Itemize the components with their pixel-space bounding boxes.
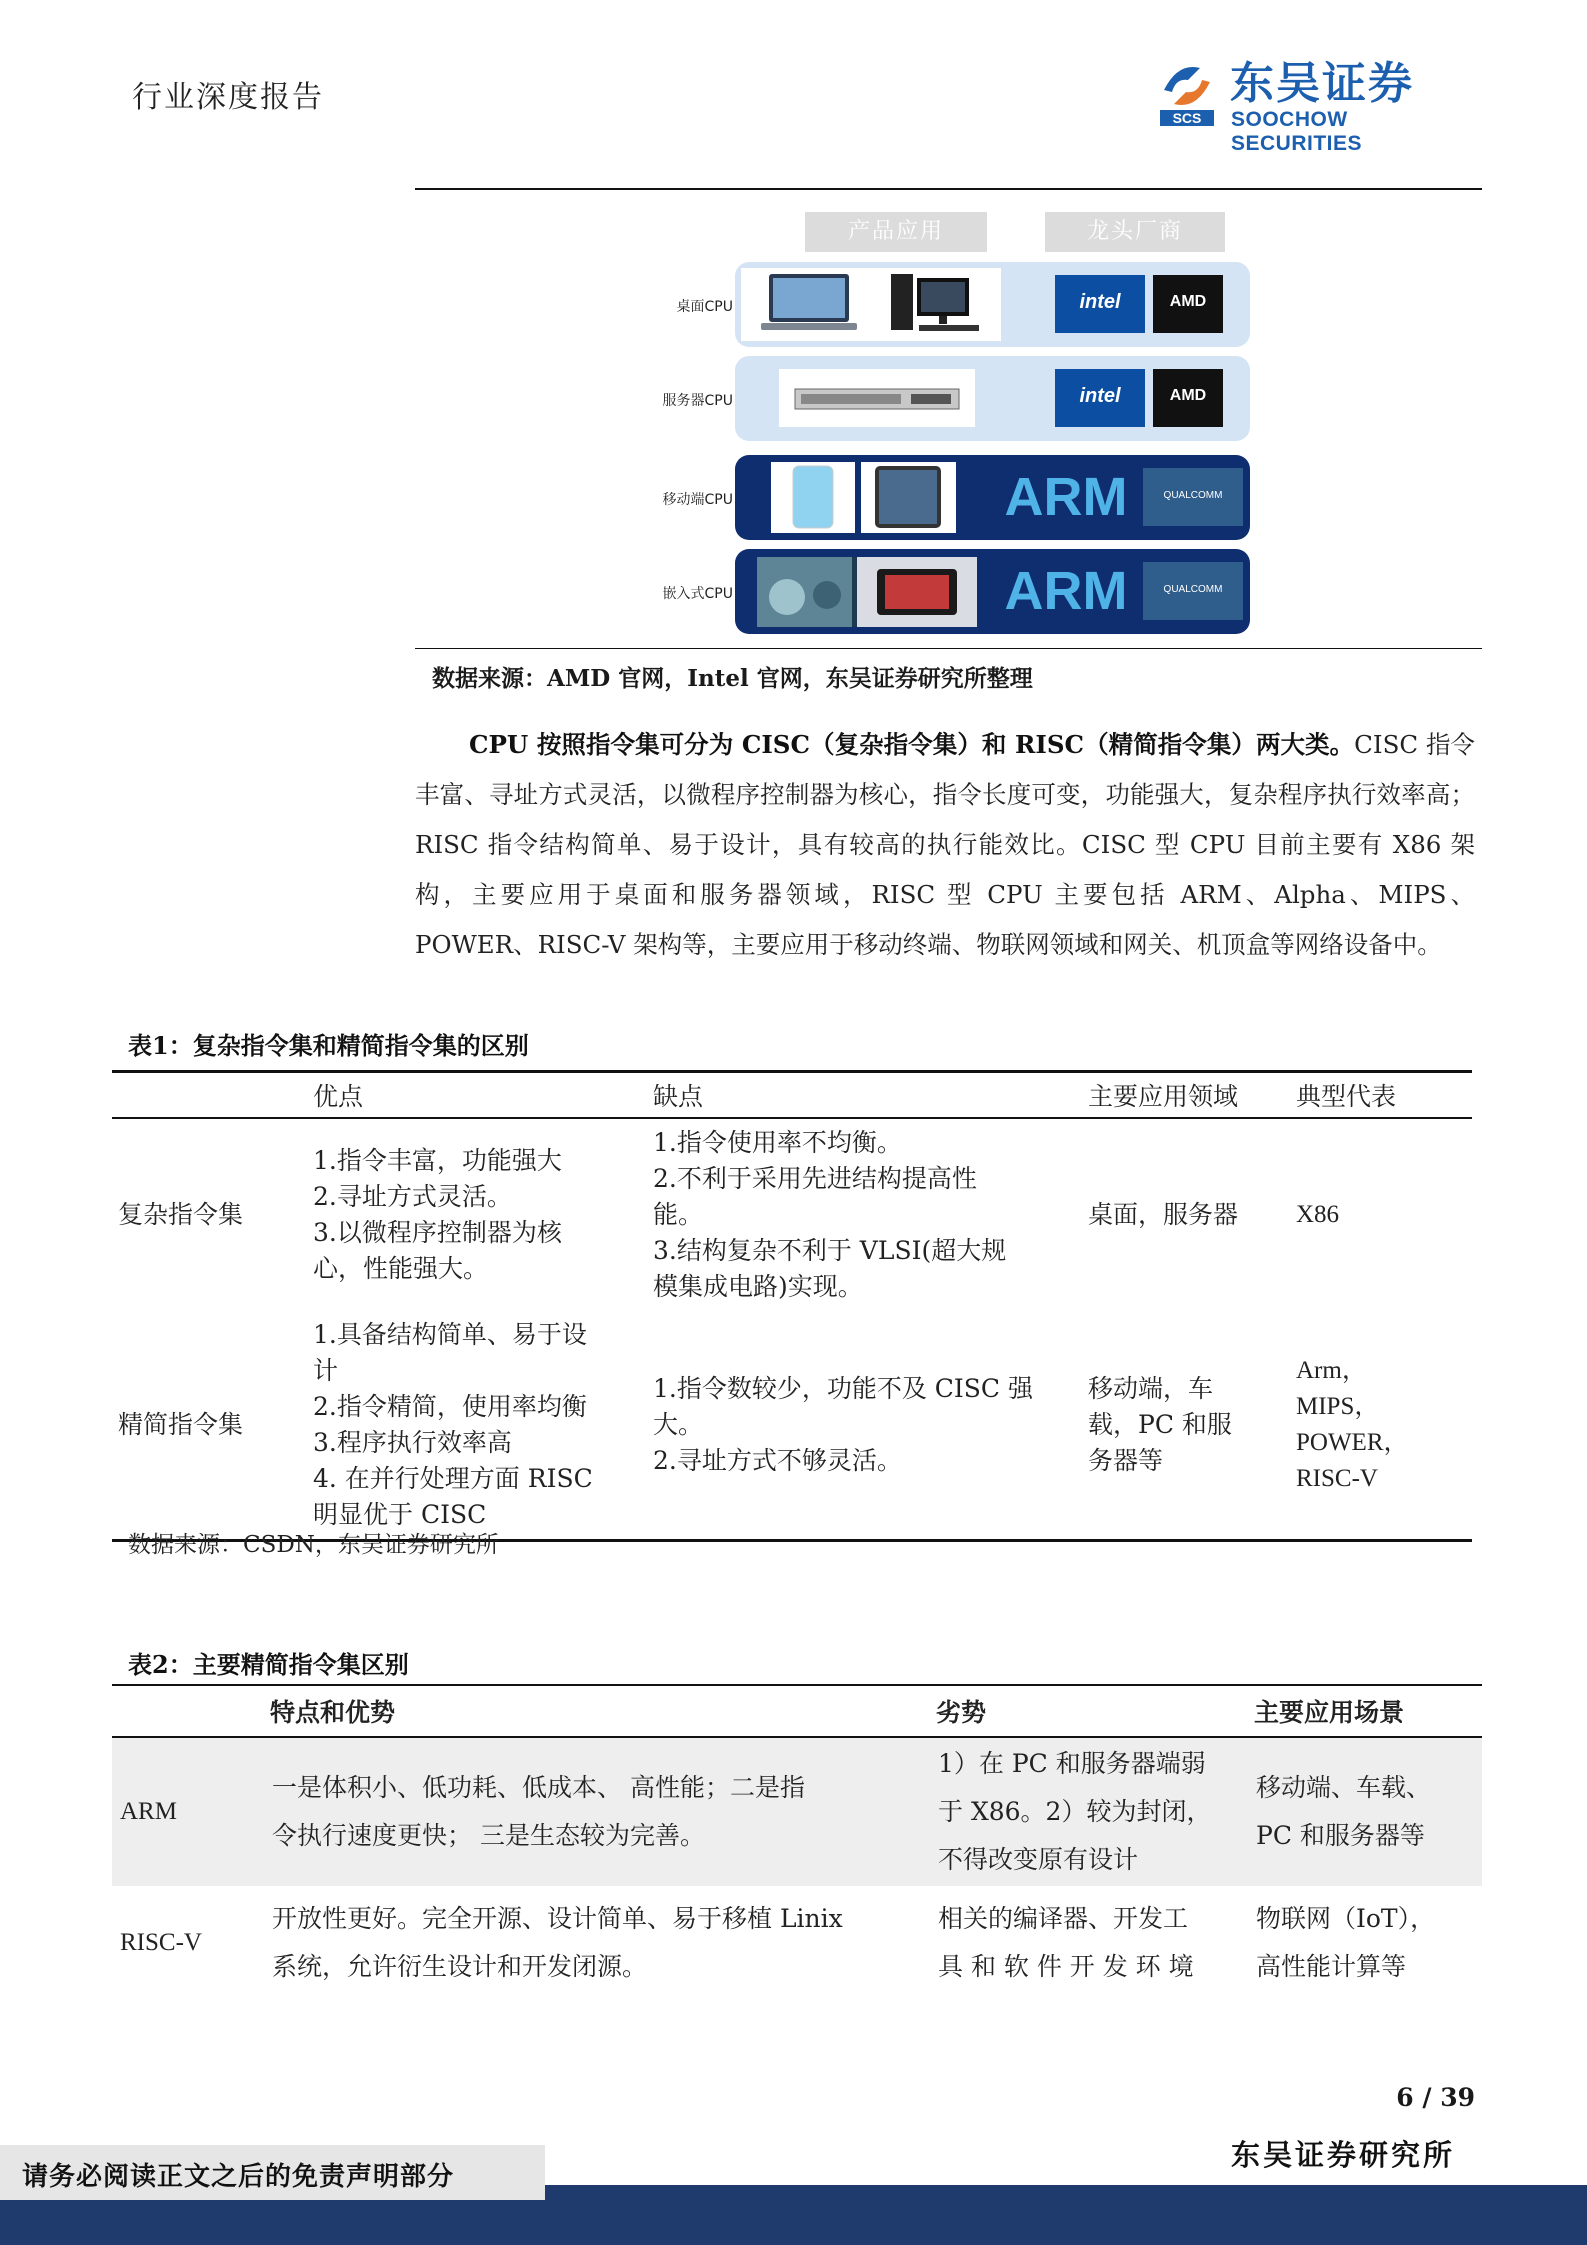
page-number: 6 / 39: [1396, 2083, 1475, 2112]
server-product-image: [779, 369, 975, 427]
intel-logo: intel: [1055, 275, 1145, 333]
qualcomm-logo: QUALCOMM: [1143, 562, 1243, 620]
table2-header: 主要应用场景: [1254, 1698, 1405, 1727]
figure-row-label: 桌面CPU: [676, 299, 733, 315]
company-logo: [1158, 58, 1473, 155]
table2-header: 劣势: [936, 1698, 987, 1727]
table2: [112, 1684, 1482, 1998]
header-rule: [415, 188, 1482, 190]
embedded-products-image: [757, 557, 977, 627]
figure-row-desktop: [735, 262, 1250, 347]
paragraph-lead: CPU 按照指令集可分为 CISC（复杂指令集）和 RISC（精简指令集）两大类。: [469, 730, 1355, 759]
figure-row-server: [735, 356, 1250, 441]
logo-english: SOOCHOW SECURITIES: [1231, 108, 1363, 155]
figure-rule: [415, 648, 1482, 649]
table1-header: [112, 1072, 307, 1119]
logo-chinese: 东吴证券: [1230, 58, 1414, 109]
table2-features: 一是体积小、低功耗、低成本、 高性能；二是指 令执行速度更快； 三是生态较为完善。: [264, 1737, 930, 1887]
table2-row-name: ARM: [112, 1737, 264, 1887]
intel-logo: intel: [1055, 369, 1145, 427]
paragraph-text: CISC 指令丰富、寻址方式灵活，以微程序控制器为核心，指令长度可变，功能强大，复杂程序执行效率高；RISC 指令结构简单、易于设计，具有较高的执行能效比。CISC 型 CPU 目前主要有 X86 架构，主要应用于桌面和服务器领域，RISC 型 CPU 主要包括 ARM、Alpha、MIPS、POWER、RISC-V 架构等，主要应用于移动终端、物联网领域和网关、机顶盒等网络设备中。: [415, 730, 1475, 959]
disclaimer-text: 请务必阅读正文之后的免责声明部分: [22, 2162, 455, 2192]
table-row: [112, 1311, 1472, 1541]
report-category: 行业深度报告: [132, 80, 324, 115]
table1-cons: 1.指令使用率不均衡。 2.不利于采用先进结构提高性 能。 3.结构复杂不利于 VLSI(超大规 模集成电路)实现。: [653, 1128, 1007, 1301]
scs-logo-icon: [1158, 60, 1216, 128]
phone-icon: [771, 462, 855, 533]
arm-logo: ARM: [1004, 467, 1128, 527]
table2-title: 表2：主要精简指令集区别: [128, 1650, 409, 1679]
table2-features: 开放性更好。完全开源、设计简单、易于移植 Linix 系统，允许衍生设计和开发闭源。: [272, 1904, 843, 1981]
cpu-application-figure: [645, 210, 1265, 640]
body-paragraph: [415, 720, 1475, 970]
amd-logo: AMD: [1153, 275, 1223, 333]
footer-organization: 东吴证券研究所: [1230, 2138, 1455, 2172]
figure-row-label: 服务器CPU: [662, 393, 733, 409]
table-row: [112, 1887, 1482, 1998]
table1-header: 典型代表: [1296, 1082, 1397, 1111]
figure-header-vendors: 龙头厂商: [1045, 212, 1225, 252]
table1-header: 主要应用领域: [1088, 1082, 1239, 1111]
table2-scenes: 物联网（IoT）， 高性能计算等: [1256, 1904, 1436, 1981]
table1-rep: X86: [1296, 1201, 1340, 1228]
disclaimer-box: [0, 2145, 545, 2200]
table1-row-name: 复杂指令集: [118, 1200, 244, 1229]
tablet-image: [861, 462, 956, 533]
figure-row-label: 嵌入式CPU: [662, 586, 733, 602]
figure-header-products: 产品应用: [805, 212, 987, 252]
figure-row-embedded: [735, 549, 1250, 634]
table2-row-name: RISC-V: [120, 1929, 202, 1956]
tablet-icon: [861, 462, 956, 533]
table1-field: 移动端，车 载，PC 和服 务器等: [1088, 1374, 1232, 1475]
table2-scenes: 移动端、车载、 PC 和服务器等: [1248, 1737, 1482, 1887]
table2-weakness: 1）在 PC 和服务器端弱 于 X86。2）较为封闭， 不得改变原有设计: [930, 1737, 1248, 1887]
table1-pros: 1.具备结构简单、易于设 计 2.指令精简，使用率均衡 3.程序执行效率高 4. 在并行处理方面 RISC 明显优于 CISC: [313, 1320, 593, 1529]
figure-row-mobile: [735, 455, 1250, 540]
qualcomm-logo: QUALCOMM: [1143, 468, 1243, 526]
figure-source: 数据来源：AMD 官网，Intel 官网，东吴证券研究所整理: [432, 665, 1033, 692]
table1-source: 数据来源：CSDN，东吴证券研究所: [128, 1532, 499, 1558]
table1-header: 优点: [313, 1082, 364, 1111]
laptop-desktop-icon: [741, 268, 1001, 341]
table1-field: 桌面，服务器: [1088, 1200, 1239, 1229]
arm-logo: ARM: [1004, 561, 1128, 621]
table1-cons: 1.指令数较少，功能不及 CISC 强 大。 2.寻址方式不够灵活。: [653, 1374, 1034, 1475]
phone-image: [771, 462, 855, 533]
table2-header-row: [112, 1685, 1482, 1737]
desktop-products-image: [741, 268, 1001, 341]
table2-header: 特点和优势: [270, 1698, 396, 1727]
figure-row-label: 移动端CPU: [662, 492, 733, 508]
table1-row-name: 精简指令集: [118, 1410, 244, 1439]
table1-rep: Arm， MIPS， POWER， RISC-V: [1296, 1357, 1409, 1492]
server-rack-icon: [779, 369, 975, 427]
table1-header: 缺点: [653, 1082, 704, 1111]
amd-logo: AMD: [1153, 369, 1223, 427]
svg-text:SCS: SCS: [1172, 110, 1202, 126]
table1-title: 表1：复杂指令集和精简指令集的区别: [128, 1031, 529, 1060]
table1: [112, 1070, 1472, 1542]
table1-pros: 1.指令丰富，功能强大 2.寻址方式灵活。 3.以微程序控制器为核 心，性能强大。: [313, 1146, 562, 1283]
table2-header: [112, 1685, 264, 1737]
embedded-devices-icon: [757, 557, 977, 627]
table-row: [112, 1737, 1482, 1887]
table-row: [112, 1118, 1472, 1311]
table2-weakness: 相关的编译器、开发工 具 和 软 件 开 发 环 境: [938, 1904, 1194, 1981]
table1-header-row: [112, 1072, 1472, 1119]
